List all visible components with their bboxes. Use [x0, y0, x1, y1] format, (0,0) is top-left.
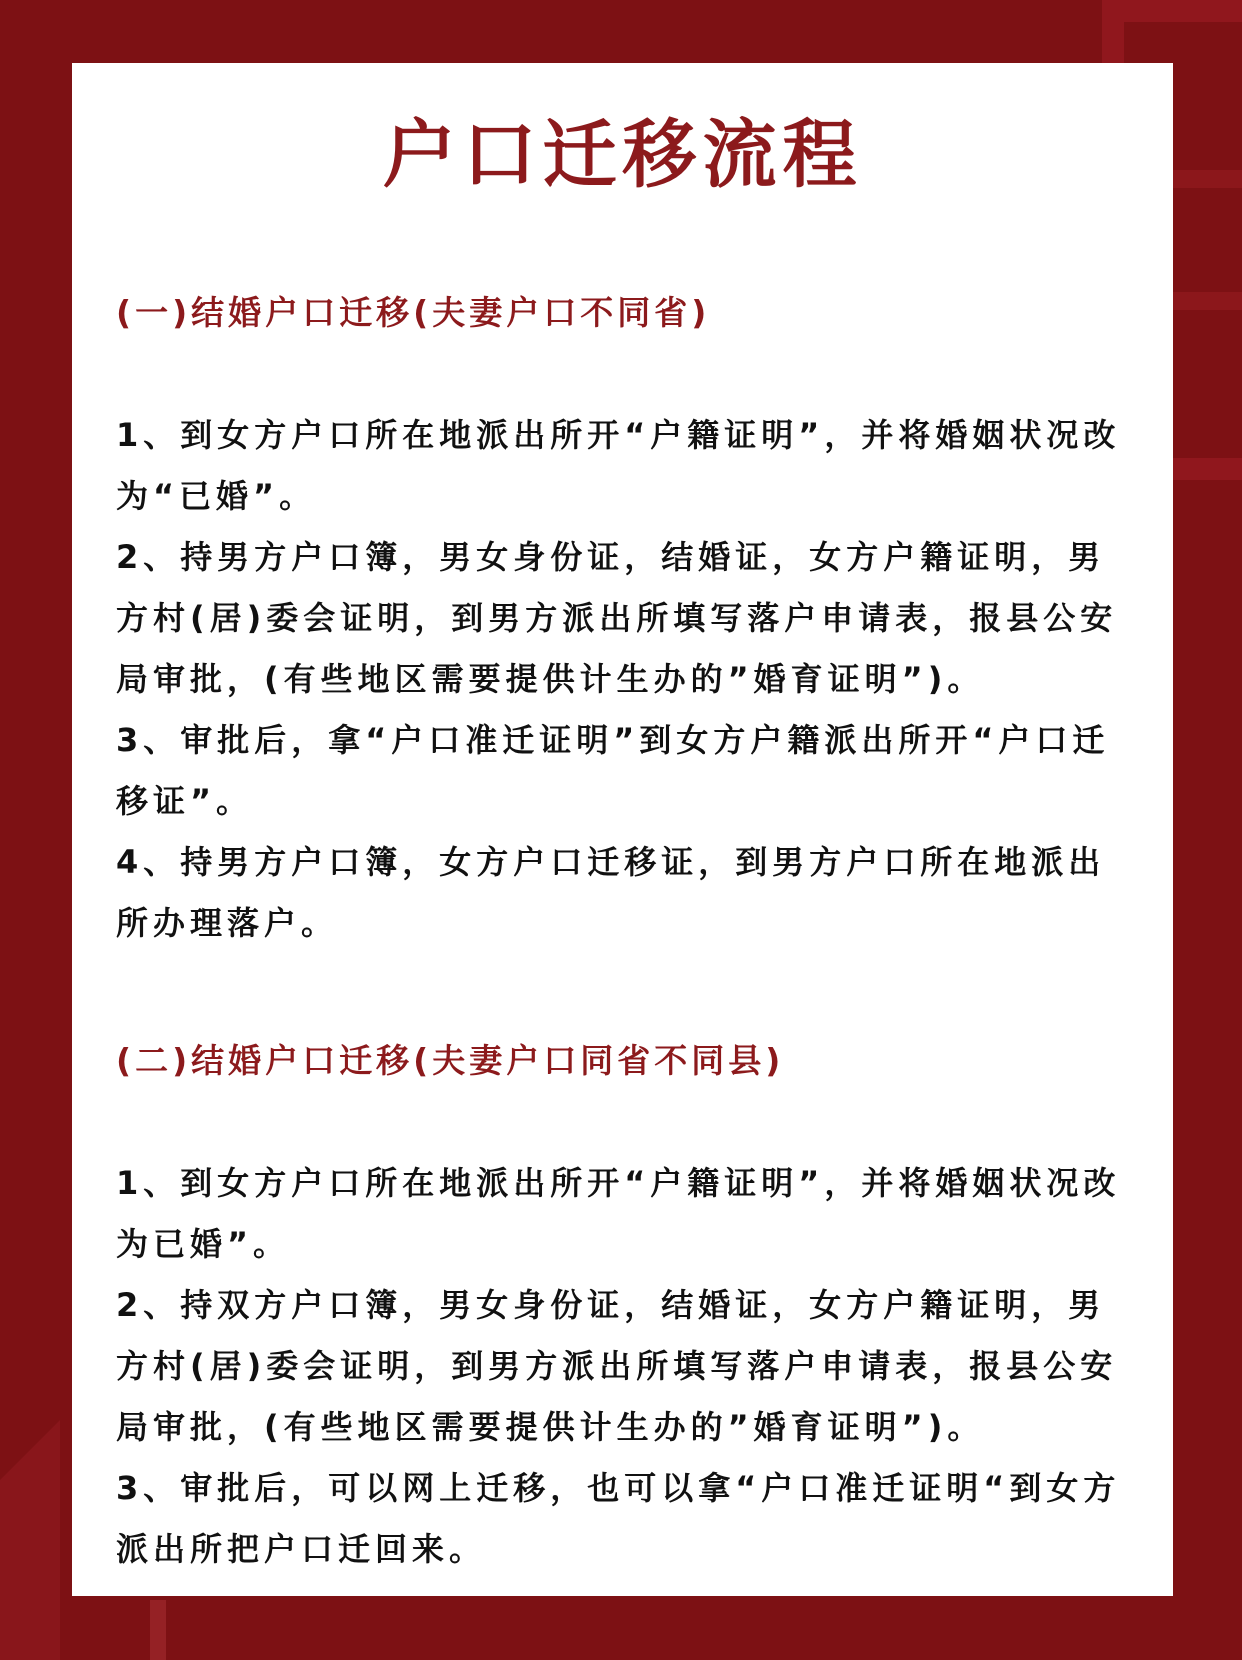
background-decoration-bottom-left — [0, 1360, 60, 1660]
step-item: 1、到女方户口所在地派出所开“户籍证明”，并将婚姻状况改为“已婚”。 — [116, 415, 1121, 515]
step-item: 1、到女方户口所在地派出所开“户籍证明”，并将婚姻状况改为已婚”。 — [116, 1163, 1121, 1263]
step-item: 3、审批后，拿“户口准迁证明”到女方户籍派出所开“户口迁移证”。 — [116, 720, 1110, 820]
section-2-steps — [116, 1153, 1129, 1580]
section-heading-2: (二)结婚户口迁移(夫妻户口同省不同县) — [116, 1040, 785, 1080]
step-item: 2、持双方户口簿，男女身份证，结婚证，女方户籍证明，男方村(居)委会证明，到男方派出所填写落户申请表，报县公安局审批，(有些地区需要提供计生办的”婚育证明”)。 — [116, 1285, 1118, 1446]
step-item: 2、持男方户口簿，男女身份证，结婚证，女方户籍证明，男方村(居)委会证明，到男方派出所填写落户申请表，报县公安局审批，(有些地区需要提供计生办的”婚育证明”)。 — [116, 537, 1118, 698]
content-card — [72, 63, 1173, 1596]
section-heading-1: (一)结婚户口迁移(夫妻户口不同省) — [116, 292, 711, 332]
section-1-steps — [116, 405, 1129, 954]
page-title: 户口迁移流程 — [382, 112, 863, 198]
step-item: 4、持男方户口簿，女方户口迁移证，到男方户口所在地派出所办理落户。 — [116, 842, 1106, 942]
background-decoration-stick — [150, 1600, 166, 1660]
step-item: 3、审批后，可以网上迁移，也可以拿“户口准迁证明“到女方派出所把户口迁回来。 — [116, 1468, 1121, 1568]
